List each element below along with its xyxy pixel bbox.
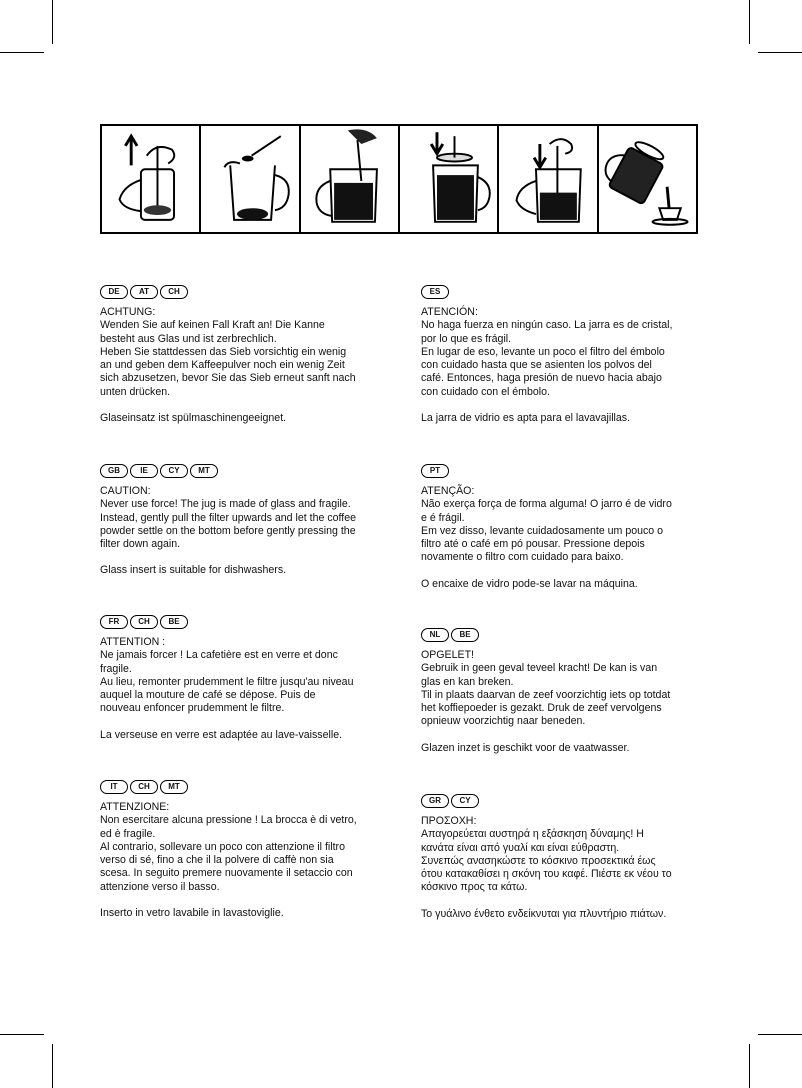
dishwasher-note: Glazen inzet is geschikt voor de vaatwasser. bbox=[421, 741, 630, 754]
country-code-badges bbox=[100, 615, 384, 629]
warning-text-line: Til in plaats daarvan de zeef voorzichtig iets op totdat bbox=[421, 688, 671, 701]
dishwasher-note: Inserto in vetro lavabile in lavastoviglie. bbox=[100, 907, 284, 920]
section-de-at-ch bbox=[100, 285, 384, 425]
warning-text-line: powder settle on the bottom before gently pressing the bbox=[100, 524, 356, 537]
warning-text-line: fragile. bbox=[100, 662, 132, 675]
warning-text-line: por lo que es frágil. bbox=[421, 332, 512, 345]
country-code-badges bbox=[421, 285, 705, 299]
warning-text-line: κόσκινο προς τα κάτω. bbox=[421, 881, 528, 894]
country-code-badge: FR bbox=[100, 615, 128, 629]
crop-mark bbox=[0, 52, 44, 53]
spoon-icon bbox=[201, 126, 298, 232]
warning-text-line: Não exerça força de forma alguma! O jarro é de vidro bbox=[421, 498, 672, 511]
warning-text-line: novamente o filtro com cuidado para baixo. bbox=[421, 551, 624, 564]
country-code-badge: GB bbox=[100, 464, 128, 478]
dishwasher-note: La jarra de vidrio es apta para el lavavajillas. bbox=[421, 412, 631, 425]
dishwasher-note: La verseuse en verre est adaptée au lave-vaisselle. bbox=[100, 728, 343, 741]
warning-text-line: Never use force! The jug is made of glass and fragile. bbox=[100, 498, 351, 511]
country-code-badge: PT bbox=[421, 464, 449, 478]
country-code-badge: GR bbox=[421, 794, 449, 808]
warning-text-line: Heben Sie stattdessen das Sieb vorsichtig ein wenig bbox=[100, 345, 347, 358]
warning-text-line: Απαγορεύεται αυστηρά η εξάσκηση δύναμης! Η bbox=[421, 828, 644, 841]
warning-text-line: opnieuw voorzichtig naar beneden. bbox=[421, 715, 586, 728]
down-arrow-icon bbox=[400, 126, 497, 232]
warning-heading: CAUTION: bbox=[100, 485, 151, 497]
pour-cup-icon bbox=[599, 126, 696, 232]
warning-text-line: Em vez disso, levante cuidadosamente um pouco o bbox=[421, 524, 664, 537]
lift-plunger-step bbox=[102, 126, 201, 232]
warning-text-line: verso di sé, fino a che il la polvere di caffè non sia bbox=[100, 854, 334, 867]
warning-text-line: glas en kan breken. bbox=[421, 675, 514, 688]
warning-heading: ATENÇÃO: bbox=[421, 485, 475, 497]
country-code-badge: MT bbox=[160, 780, 188, 794]
warning-text-line: Non esercitare alcuna pressione ! La brocca è di vetro, bbox=[100, 814, 357, 827]
section-gr-cy bbox=[421, 794, 705, 921]
section-es bbox=[421, 285, 705, 425]
country-code-badge: DE bbox=[100, 285, 128, 299]
warning-heading: ACHTUNG: bbox=[100, 306, 156, 318]
crop-mark bbox=[758, 1034, 802, 1035]
dishwasher-note: O encaixe de vidro pode-se lavar na máquina. bbox=[421, 577, 638, 590]
warning-heading: OPGELET! bbox=[421, 649, 474, 661]
country-code-badge: CY bbox=[451, 794, 479, 808]
warning-heading: ATENCIÓN: bbox=[421, 306, 478, 318]
kettle-pour-icon bbox=[301, 126, 398, 232]
warning-text-line: filtro até o café em pó pousar. Pressione depois bbox=[421, 538, 645, 551]
warning-text-line: café. Entonces, haga presión de nuevo hacia abajo bbox=[421, 372, 662, 385]
section-nl-be bbox=[421, 628, 705, 755]
warning-text-line: e é frágil. bbox=[421, 511, 465, 524]
crop-mark bbox=[758, 52, 802, 53]
warning-text-line: κανάτα είναι από γυαλί και είναι εύθραστη. bbox=[421, 841, 620, 854]
warning-text-line: unten drücken. bbox=[100, 385, 171, 398]
country-code-badges bbox=[421, 628, 705, 642]
country-code-badges bbox=[100, 285, 384, 299]
crop-mark bbox=[52, 1044, 53, 1088]
warning-text-line: Al contrario, sollevare un poco con attenzione il filtro bbox=[100, 840, 345, 853]
warning-text-line: besteht aus Glas und ist zerbrechlich. bbox=[100, 332, 277, 345]
warning-text-line: an und geben dem Kaffeepulver noch ein wenig Zeit bbox=[100, 359, 345, 372]
warning-text-line: Au lieu, remonter prudemment le filtre jusqu'au niveau bbox=[100, 675, 354, 688]
serve-coffee-step bbox=[599, 126, 696, 232]
warning-heading: ATTENZIONE: bbox=[100, 801, 170, 813]
country-code-badge: CH bbox=[130, 615, 158, 629]
warning-text-line: sich abzusetzen, bevor Sie das Sieb erneut sanft nach bbox=[100, 372, 356, 385]
warning-text-line: con cuidado hasta que se asienten los polvos del bbox=[421, 359, 652, 372]
country-code-badges bbox=[421, 464, 705, 478]
country-code-badge: ES bbox=[421, 285, 449, 299]
dishwasher-note: Glaseinsatz ist spülmaschinengeeignet. bbox=[100, 412, 287, 425]
warning-text-line: ed è fragile. bbox=[100, 827, 156, 840]
insert-lid-step bbox=[400, 126, 499, 232]
crop-mark bbox=[0, 1034, 44, 1035]
instruction-illustration-strip bbox=[100, 124, 698, 234]
section-gb-ie-cy-mt bbox=[100, 464, 384, 578]
warning-text-line: En lugar de eso, levante un poco el filtro del émbolo bbox=[421, 345, 665, 358]
warning-heading: ATTENTION : bbox=[100, 636, 166, 648]
section-it-ch-mt bbox=[100, 780, 384, 920]
dishwasher-note: Glass insert is suitable for dishwashers. bbox=[100, 564, 287, 577]
country-code-badge: CH bbox=[130, 780, 158, 794]
warning-text-line: Instead, gently pull the filter upwards and let the coffee bbox=[100, 511, 356, 524]
crop-mark bbox=[749, 1044, 750, 1088]
section-pt bbox=[421, 464, 705, 591]
warning-text-line: auquel la mouture de café se dépose. Puis de bbox=[100, 689, 316, 702]
dishwasher-note: Το γυάλινο ένθετο ενδείκνυται για πλυντήριο πιάτων. bbox=[421, 907, 667, 920]
warning-text-line: Ne jamais forcer ! La cafetière est en verre et donc bbox=[100, 649, 338, 662]
pull-up-arrow-icon bbox=[102, 126, 199, 232]
crop-mark bbox=[52, 0, 53, 44]
country-code-badge: CH bbox=[160, 285, 188, 299]
country-code-badge: AT bbox=[130, 285, 158, 299]
press-plunger-step bbox=[499, 126, 598, 232]
country-code-badge: MT bbox=[190, 464, 218, 478]
warning-text-line: Wenden Sie auf keinen Fall Kraft an! Die Kanne bbox=[100, 319, 325, 332]
country-code-badge: IE bbox=[130, 464, 158, 478]
warning-text-line: nouveau enfoncer prudemment le filtre. bbox=[100, 702, 285, 715]
warning-text-line: attenzione verso il basso. bbox=[100, 880, 220, 893]
country-code-badge: BE bbox=[451, 628, 479, 642]
warning-text-line: No haga fuerza en ningún caso. La jarra es de cristal, bbox=[421, 319, 673, 332]
country-code-badge: IT bbox=[100, 780, 128, 794]
pour-water-step bbox=[301, 126, 400, 232]
warning-text-line: filter down again. bbox=[100, 538, 181, 551]
add-coffee-step bbox=[201, 126, 300, 232]
warning-text-line: Συνεπώς ανασηκώστε το κόσκινο προσεκτικά έως bbox=[421, 854, 656, 867]
country-code-badge: CY bbox=[160, 464, 188, 478]
warning-heading: ΠΡΟΣΟΧΗ: bbox=[421, 815, 477, 827]
warning-text-line: con cuidado con el émbolo. bbox=[421, 385, 550, 398]
section-fr-ch-be bbox=[100, 615, 384, 742]
country-code-badges bbox=[100, 780, 384, 794]
warning-text-line: ότου κατακαθίσει η σκόνη του καφέ. Πιέστε εκ νέου το bbox=[421, 868, 672, 881]
warning-text-line: het koffiepoeder is gezakt. Druk de zeef vervolgens bbox=[421, 702, 662, 715]
press-down-icon bbox=[499, 126, 596, 232]
country-code-badges bbox=[100, 464, 384, 478]
crop-mark bbox=[749, 0, 750, 44]
country-code-badge: NL bbox=[421, 628, 449, 642]
country-code-badge: BE bbox=[160, 615, 188, 629]
warning-text-line: Gebruik in geen geval teveel kracht! De kan is van bbox=[421, 662, 658, 675]
warning-text-line: scesa. In seguito premere nuovamente il setaccio con bbox=[100, 867, 353, 880]
country-code-badges bbox=[421, 794, 705, 808]
